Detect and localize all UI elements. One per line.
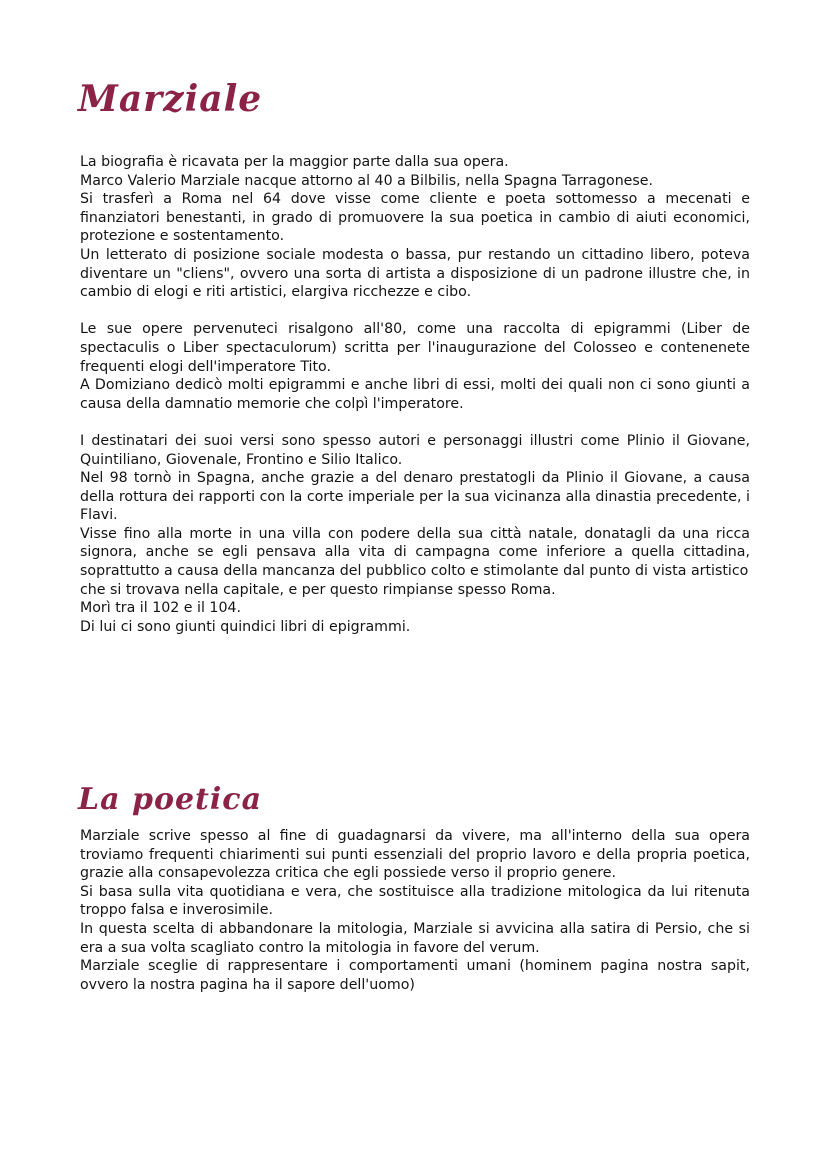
paragraph-libri: Di lui ci sono giunti quindici libri di epigrammi. <box>80 618 411 635</box>
paragraph-capitale: che si trovava nella capitale, e per questo rimpianse spesso Roma. <box>80 581 556 598</box>
section-body-marziale <box>80 153 750 636</box>
paragraph-cliens: Un letterato di posizione sociale modesta o bassa, pur restando un cittadino libero, poteva diventare un "cliens", ovvero una sorta di artista a disposizione di un padrone illustre che, in cambio di elogi e riti artistici, elargiva ricchezze e cibo. <box>80 246 750 301</box>
paragraph-destinatari: I destinatari dei suoi versi sono spesso autori e personaggi illustri come Plinio il Giovane, Quintiliano, Giovenale, Frontino e Silio Italico. <box>80 432 750 468</box>
paragraph-ritorno-spagna: Nel 98 tornò in Spagna, anche grazie a del denaro prestatogli da Plinio il Giovane, a causa della rottura dei rapporti con la corte imperiale per la sua vicinanza alla dinastia precedente, i Flavi. <box>80 470 750 524</box>
paragraph-guadagno: Marziale scrive spesso al fine di guadagnarsi da vivere, ma all'interno della sua opera troviamo frequenti chiarimenti sui punti essenziali del proprio lavoro e della propria poetica, grazie alla consapevolezza critica che egli possiede verso il proprio genere. <box>80 828 750 882</box>
paragraph-opere: Le sue opere pervenuteci risalgono all'80, come una raccolta di epigrammi (Liber de spectaculis o Liber spectaculorum) scritta per l'inaugurazione del Colosseo e contenenete frequenti elogi dell'imperatore Tito. <box>80 321 750 375</box>
section-title-la-poetica: La poetica <box>78 782 263 817</box>
paragraph-domiziano: A Domiziano dedicò molti epigrammi e anche libri di essi, molti dei quali non ci sono giunti a causa della damnatio memorie che colpì l'imperatore. <box>80 377 750 412</box>
paragraph-trasferimento-roma: Si trasferì a Roma nel 64 dove visse come cliente e poeta sottomesso a mecenati e finanziatori benestanti, in grado di promuovere la sua poetica in cambio di aiuti economici, protezione e sostentamento. <box>80 191 750 245</box>
paragraph-gap <box>80 413 750 432</box>
section-body-la-poetica <box>80 827 750 994</box>
paragraph-nascita: Marco Valerio Marziale nacque attorno al 40 a Bilbilis, nella Spagna Tarragonese. <box>80 172 654 189</box>
section-title-marziale: Marziale <box>78 78 263 120</box>
paragraph-comportamenti-umani: Marziale sceglie di rappresentare i comportamenti umani (hominem pagina nostra sapit, ovvero la nostra pagina ha il sapore dell'uomo) <box>80 958 750 993</box>
paragraph-gap <box>80 302 750 321</box>
paragraph-biografia: La biografia è ricavata per la maggior parte dalla sua opera. <box>80 154 509 170</box>
paragraph-morte: Morì tra il 102 e il 104. <box>80 600 242 617</box>
paragraph-villa: Visse fino alla morte in una villa con podere della sua città natale, donatagli da una ricca signora, anche se egli pensava alla vita di campagna come inferiore a quella cittadina, soprattutto a causa della mancanza del pubblico colto e stimolante dal punto di vista artistico <box>80 525 750 580</box>
paragraph-mitologia: In questa scelta di abbandonare la mitologia, Marziale si avvicina alla satira di Persio, che si era a sua volta scagliato contro la mitologia in favore del verum. <box>80 920 750 956</box>
paragraph-vita-quotidiana: Si basa sulla vita quotidiana e vera, che sostituisce alla tradizione mitologica da lui ritenuta troppo falsa e inverosimile. <box>80 883 750 919</box>
